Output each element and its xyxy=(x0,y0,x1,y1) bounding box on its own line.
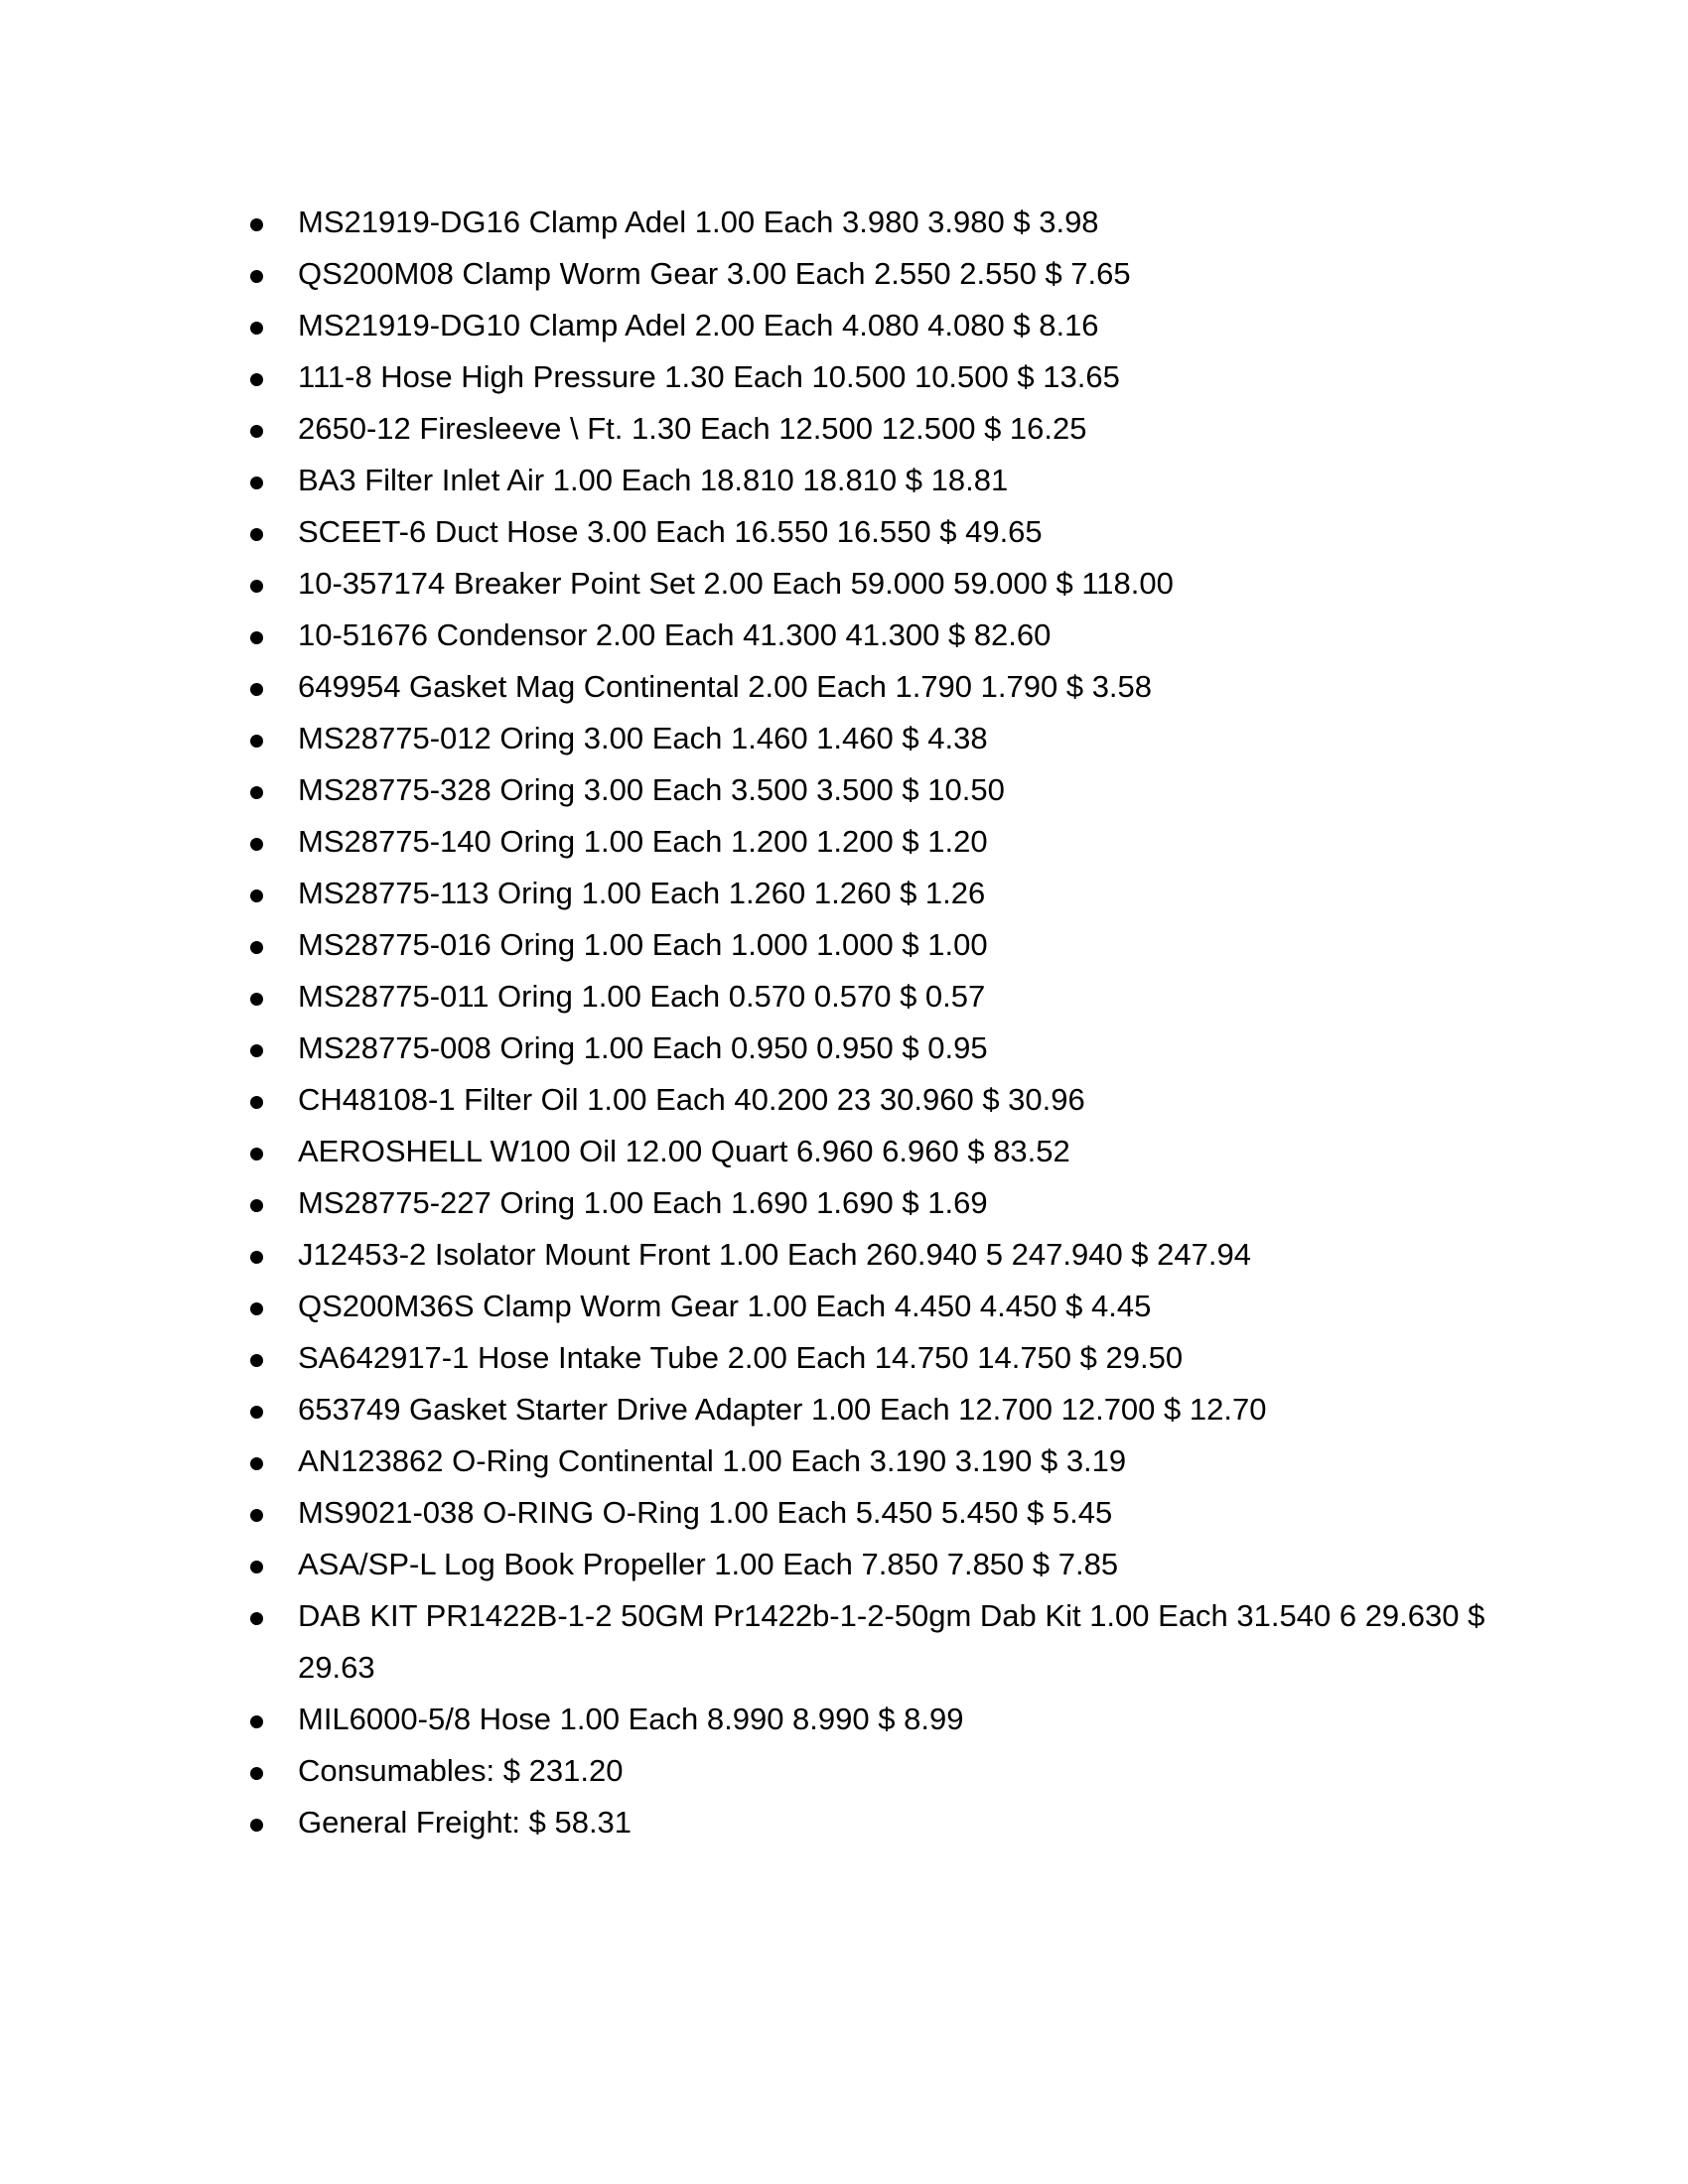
bullet-icon xyxy=(250,425,263,438)
list-item-text: 653749 Gasket Starter Drive Adapter 1.00 Each 12.700 12.700 $ 12.70 xyxy=(298,1392,1267,1427)
list-item-text: MS28775-113 Oring 1.00 Each 1.260 1.260 $ 1.26 xyxy=(298,876,986,910)
list-item xyxy=(236,1023,1489,1074)
bullet-icon xyxy=(250,1044,263,1057)
bullet-icon xyxy=(250,838,263,851)
bullet-icon xyxy=(250,1457,263,1470)
bullet-icon xyxy=(250,735,263,748)
list-item xyxy=(236,816,1489,868)
list-item-text: 2650-12 Firesleeve \ Ft. 1.30 Each 12.500 12.500 $ 16.25 xyxy=(298,411,1087,446)
list-item-text: BA3 Filter Inlet Air 1.00 Each 18.810 18.810 $ 18.81 xyxy=(298,463,1009,497)
list-item xyxy=(236,868,1489,919)
list-item xyxy=(236,558,1489,610)
list-item-text: MIL6000-5/8 Hose 1.00 Each 8.990 8.990 $ 8.99 xyxy=(298,1702,964,1736)
list-item xyxy=(236,1126,1489,1177)
list-item-text: MS21919-DG16 Clamp Adel 1.00 Each 3.980 3.980 $ 3.98 xyxy=(298,205,1099,239)
bullet-icon xyxy=(250,1561,263,1573)
list-item-text: 10-357174 Breaker Point Set 2.00 Each 59.000 59.000 $ 118.00 xyxy=(298,566,1174,601)
list-item xyxy=(236,1539,1489,1590)
list-item-text: MS28775-140 Oring 1.00 Each 1.200 1.200 $ 1.20 xyxy=(298,824,988,859)
list-item xyxy=(236,351,1489,403)
list-item-text: MS21919-DG10 Clamp Adel 2.00 Each 4.080 4.080 $ 8.16 xyxy=(298,308,1099,342)
list-item-text: DAB KIT PR1422B-1-2 50GM Pr1422b-1-2-50gm Dab Kit 1.00 Each 31.540 6 29.630 $ 29.63 xyxy=(298,1598,1485,1685)
list-item xyxy=(236,403,1489,455)
bullet-icon xyxy=(250,322,263,335)
list-item xyxy=(236,971,1489,1023)
list-item-text: QS200M08 Clamp Worm Gear 3.00 Each 2.550 2.550 $ 7.65 xyxy=(298,256,1131,291)
bullet-icon xyxy=(250,941,263,954)
list-item xyxy=(236,506,1489,558)
list-item-text: CH48108-1 Filter Oil 1.00 Each 40.200 23 30.960 $ 30.96 xyxy=(298,1082,1085,1117)
list-item xyxy=(236,1177,1489,1229)
list-item-text: MS28775-011 Oring 1.00 Each 0.570 0.570 $ 0.57 xyxy=(298,979,986,1014)
bullet-icon xyxy=(250,631,263,644)
list-item xyxy=(236,197,1489,248)
bullet-icon xyxy=(250,1251,263,1264)
list-item xyxy=(236,455,1489,506)
list-item-text: MS28775-016 Oring 1.00 Each 1.000 1.000 $ 1.00 xyxy=(298,927,988,962)
list-item xyxy=(236,1590,1489,1694)
bullet-icon xyxy=(250,1819,263,1832)
bullet-icon xyxy=(250,1406,263,1419)
list-item-text: 10-51676 Condensor 2.00 Each 41.300 41.300 $ 82.60 xyxy=(298,617,1052,652)
bullet-icon xyxy=(250,786,263,799)
list-item xyxy=(236,1229,1489,1281)
bullet-icon xyxy=(250,1096,263,1109)
bullet-icon xyxy=(250,218,263,231)
list-item xyxy=(236,919,1489,971)
list-item-text: MS28775-227 Oring 1.00 Each 1.690 1.690 $ 1.69 xyxy=(298,1185,988,1220)
list-item-text: General Freight: $ 58.31 xyxy=(298,1805,633,1840)
list-item xyxy=(236,1797,1489,1848)
list-item xyxy=(236,1281,1489,1332)
bullet-icon xyxy=(250,528,263,541)
list-item xyxy=(236,1487,1489,1539)
list-item-text: SCEET-6 Duct Hose 3.00 Each 16.550 16.550 $ 49.65 xyxy=(298,514,1043,549)
list-item xyxy=(236,1745,1489,1797)
list-item xyxy=(236,713,1489,764)
bullet-icon xyxy=(250,1509,263,1522)
bullet-icon xyxy=(250,1767,263,1780)
bullet-icon xyxy=(250,477,263,489)
list-item-text: AN123862 O-Ring Continental 1.00 Each 3.190 3.190 $ 3.19 xyxy=(298,1443,1127,1478)
bullet-icon xyxy=(250,683,263,696)
list-item xyxy=(236,1384,1489,1435)
bullet-icon xyxy=(250,1715,263,1728)
list-item xyxy=(236,1435,1489,1487)
bullet-icon xyxy=(250,1302,263,1315)
list-item-text: QS200M36S Clamp Worm Gear 1.00 Each 4.450 4.450 $ 4.45 xyxy=(298,1289,1152,1323)
list-item xyxy=(236,1694,1489,1745)
list-item-text: ASA/SP-L Log Book Propeller 1.00 Each 7.850 7.850 $ 7.85 xyxy=(298,1547,1119,1581)
list-item-text: MS28775-012 Oring 3.00 Each 1.460 1.460 $ 4.38 xyxy=(298,721,988,755)
list-item xyxy=(236,661,1489,713)
bullet-icon xyxy=(250,1354,263,1367)
parts-list xyxy=(236,197,1489,1848)
list-item-text: 111-8 Hose High Pressure 1.30 Each 10.500 10.500 $ 13.65 xyxy=(298,359,1120,394)
list-item xyxy=(236,1332,1489,1384)
bullet-icon xyxy=(250,1148,263,1160)
list-item xyxy=(236,764,1489,816)
bullet-icon xyxy=(250,889,263,902)
list-item xyxy=(236,248,1489,300)
bullet-icon xyxy=(250,993,263,1006)
list-item-text: SA642917-1 Hose Intake Tube 2.00 Each 14.750 14.750 $ 29.50 xyxy=(298,1340,1184,1375)
bullet-icon xyxy=(250,373,263,386)
list-item-text: MS9021-038 O-RING O-Ring 1.00 Each 5.450 5.450 $ 5.45 xyxy=(298,1495,1113,1530)
bullet-icon xyxy=(250,1199,263,1212)
list-item-text: J12453-2 Isolator Mount Front 1.00 Each 260.940 5 247.940 $ 247.94 xyxy=(298,1237,1251,1272)
list-item-text: MS28775-328 Oring 3.00 Each 3.500 3.500 $ 10.50 xyxy=(298,772,1005,807)
list-item-text: Consumables: $ 231.20 xyxy=(298,1753,624,1788)
list-item xyxy=(236,300,1489,351)
list-item xyxy=(236,1074,1489,1126)
list-item xyxy=(236,610,1489,661)
bullet-icon xyxy=(250,580,263,593)
list-item-text: 649954 Gasket Mag Continental 2.00 Each 1.790 1.790 $ 3.58 xyxy=(298,669,1153,704)
bullet-icon xyxy=(250,1612,263,1625)
list-item-text: MS28775-008 Oring 1.00 Each 0.950 0.950 $ 0.95 xyxy=(298,1030,988,1065)
bullet-icon xyxy=(250,270,263,283)
list-item-text: AEROSHELL W100 Oil 12.00 Quart 6.960 6.960 $ 83.52 xyxy=(298,1134,1070,1168)
